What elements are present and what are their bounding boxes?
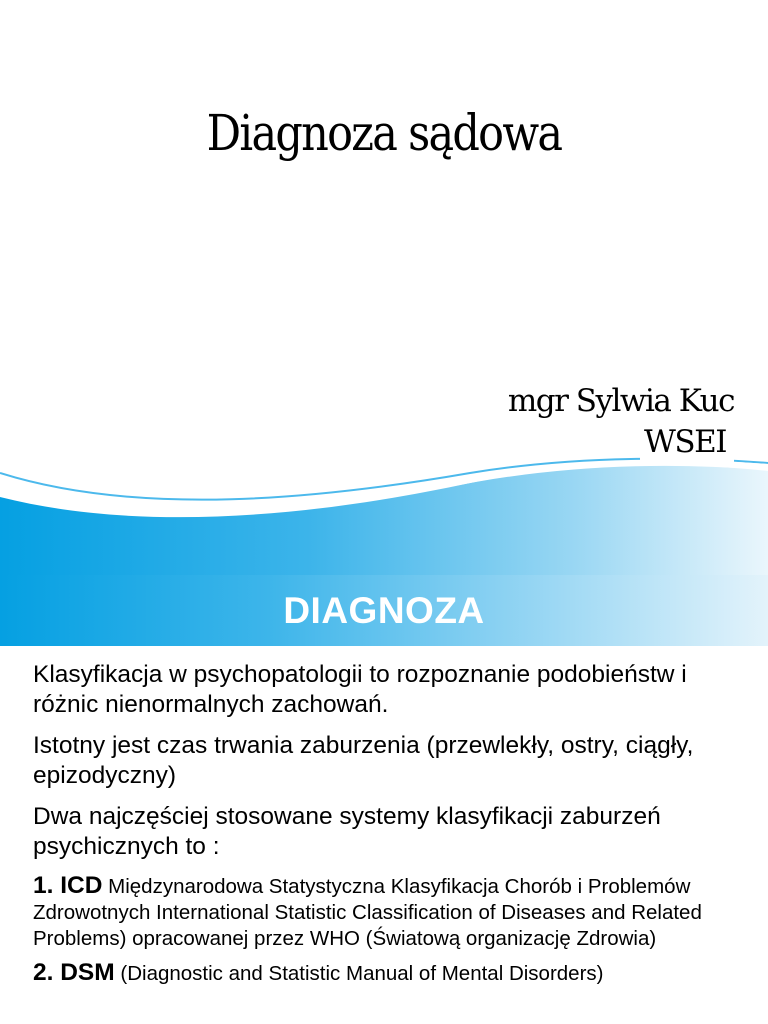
slide-body: [0, 646, 768, 987]
paragraph-systems: Dwa najczęściej stosowane systemy klasyfikacji zaburzeń psychicznych to :: [33, 803, 661, 860]
item-label: 1. ICD: [33, 872, 103, 899]
organization-name: WSEI: [640, 427, 734, 464]
slide-title: Diagnoza sądowa: [206, 104, 562, 162]
slide-heading: DIAGNOZA: [283, 590, 485, 631]
list-item-icd: [33, 873, 740, 952]
paragraph-classification: Klasyfikacja w psychopatologii to rozpoznanie podobieństw i różnic nienormalnych zachowań.: [33, 661, 687, 718]
item-text: (Diagnostic and Statistic Manual of Mental Disorders): [120, 962, 604, 985]
heading-banner: [0, 575, 768, 646]
paragraph-duration: Istotny jest czas trwania zaburzenia (przewlekły, ostry, ciągły, epizodyczny): [33, 732, 694, 789]
item-label: 2. DSM: [33, 959, 115, 986]
list-item-dsm: [33, 960, 740, 987]
wave-decoration: [0, 455, 768, 575]
author-block: [507, 383, 734, 464]
content-slide: [0, 575, 768, 1024]
item-text: Międzynarodowa Statystyczna Klasyfikacja Chorób i Problemów Zdrowotnych International Statistic Classification of Diseases and Related Problems) opracowanej przez WHO (Światową organizację Zdrowia): [33, 875, 702, 950]
author-name: mgr Sylwia Kuc: [507, 383, 734, 419]
